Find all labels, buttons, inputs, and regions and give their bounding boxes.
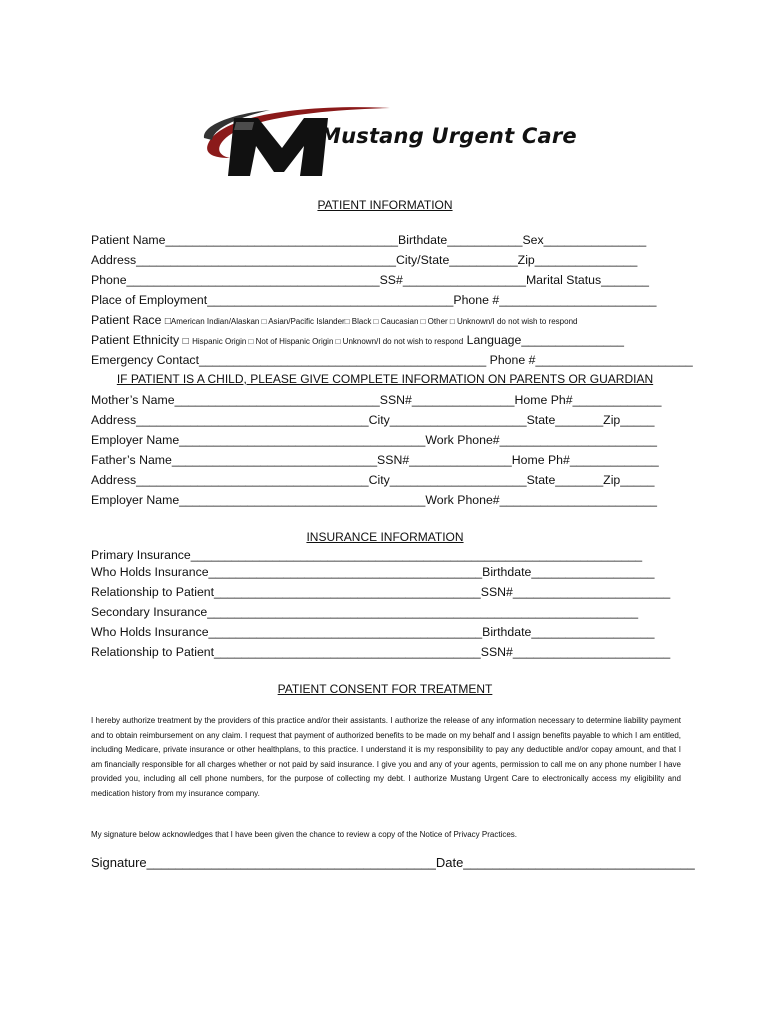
mother-name-row[interactable]: Mother’s Name______________________________SSN#_______________Home Ph#_____________ <box>91 393 662 407</box>
father-employer-row[interactable]: Employer Name____________________________________Work Phone#_______________________ <box>91 493 657 507</box>
employment-row[interactable]: Place of Employment____________________________________Phone #_______________________ <box>91 293 657 307</box>
secondary-insurance-row[interactable]: Secondary Insurance_______________________________________________________________ <box>91 605 639 619</box>
mother-employer-row[interactable]: Employer Name____________________________________Work Phone#_______________________ <box>91 433 657 447</box>
patient-race-row[interactable] <box>91 312 577 330</box>
guardian-heading: IF PATIENT IS A CHILD, PLEASE GIVE COMPLETE INFORMATION ON PARENTS OR GUARDIAN <box>116 372 654 386</box>
language-field[interactable]: Language_______________ <box>466 333 624 347</box>
patient-info-heading: PATIENT INFORMATION <box>317 198 453 212</box>
checkbox-icon[interactable]: □ <box>164 316 171 327</box>
phone-row[interactable]: Phone_____________________________________SS#__________________Marital Status_______ <box>91 273 649 287</box>
address-row[interactable]: Address______________________________________City/State__________Zip_______________ <box>91 253 638 267</box>
father-address-row[interactable]: Address__________________________________City____________________State_______Zip_____ <box>91 473 655 487</box>
primary-insurance-row[interactable]: Primary Insurance__________________________________________________________________ <box>91 548 643 562</box>
primary-holder-row[interactable]: Who Holds Insurance________________________________________Birthdate__________________ <box>91 565 655 579</box>
primary-relationship-row[interactable]: Relationship to Patient_______________________________________SSN#_______________________ <box>91 585 671 599</box>
father-name-row[interactable]: Father’s Name______________________________SSN#_______________Home Ph#_____________ <box>91 453 659 467</box>
patient-name-row[interactable]: Patient Name__________________________________Birthdate___________Sex_______________ <box>91 233 647 247</box>
emergency-contact-row[interactable]: Emergency Contact__________________________________________ Phone #_______________________ <box>91 353 693 367</box>
consent-heading: PATIENT CONSENT FOR TREATMENT <box>277 682 493 696</box>
logo-text: Mustang Urgent Care <box>320 124 577 148</box>
privacy-acknowledgement: My signature below acknowledges that I have been given the chance to review a copy of the Notice of Privacy Practices. <box>91 830 518 839</box>
consent-paragraph: I hereby authorize treatment by the providers of this practice and/or their assistants. I authorize the release of any information necessary to determine liability payment and to obtain reimbursement on any claim. I request that payment of authorized benefits to be made on my behalf and I assign benefits payable to which I am entitled, including Medicare, private insurance or other healthplans, to this practice. I understand it is my responsibility to pay any deductible and/or copay amount, and that I am financially responsible for all charges whether or not paid by said insurance. I give you and any of your agents, permission to call me on any phone number I have provided you, including all cell phone numbers, for the purpose of collecting my debt. I authorize Mustang Urgent Care to electronically access my eligibility and medication history from my insurance company. <box>91 716 681 798</box>
ethnicity-options: Hispanic Origin □ Not of Hispanic Origin □ Unknown/I do not wish to respond <box>192 337 464 346</box>
mother-address-row[interactable]: Address__________________________________City____________________State_______Zip_____ <box>91 413 655 427</box>
signature-row[interactable]: Signature________________________________________Date________________________________ <box>91 855 695 870</box>
logo <box>200 96 577 178</box>
race-label: Patient Race <box>91 313 162 327</box>
secondary-relationship-row[interactable]: Relationship to Patient_______________________________________SSN#_______________________ <box>91 645 671 659</box>
ethnicity-label: Patient Ethnicity <box>91 333 180 347</box>
patient-ethnicity-row[interactable] <box>91 332 624 350</box>
checkbox-icon[interactable]: □ <box>182 336 189 347</box>
secondary-holder-row[interactable]: Who Holds Insurance________________________________________Birthdate__________________ <box>91 625 655 639</box>
race-options: American Indian/Alaskan □ Asian/Pacific Islander□ Black □ Caucasian □ Other □ Unknown/I do not wish to respond <box>170 317 578 326</box>
insurance-heading: INSURANCE INFORMATION <box>306 530 464 544</box>
